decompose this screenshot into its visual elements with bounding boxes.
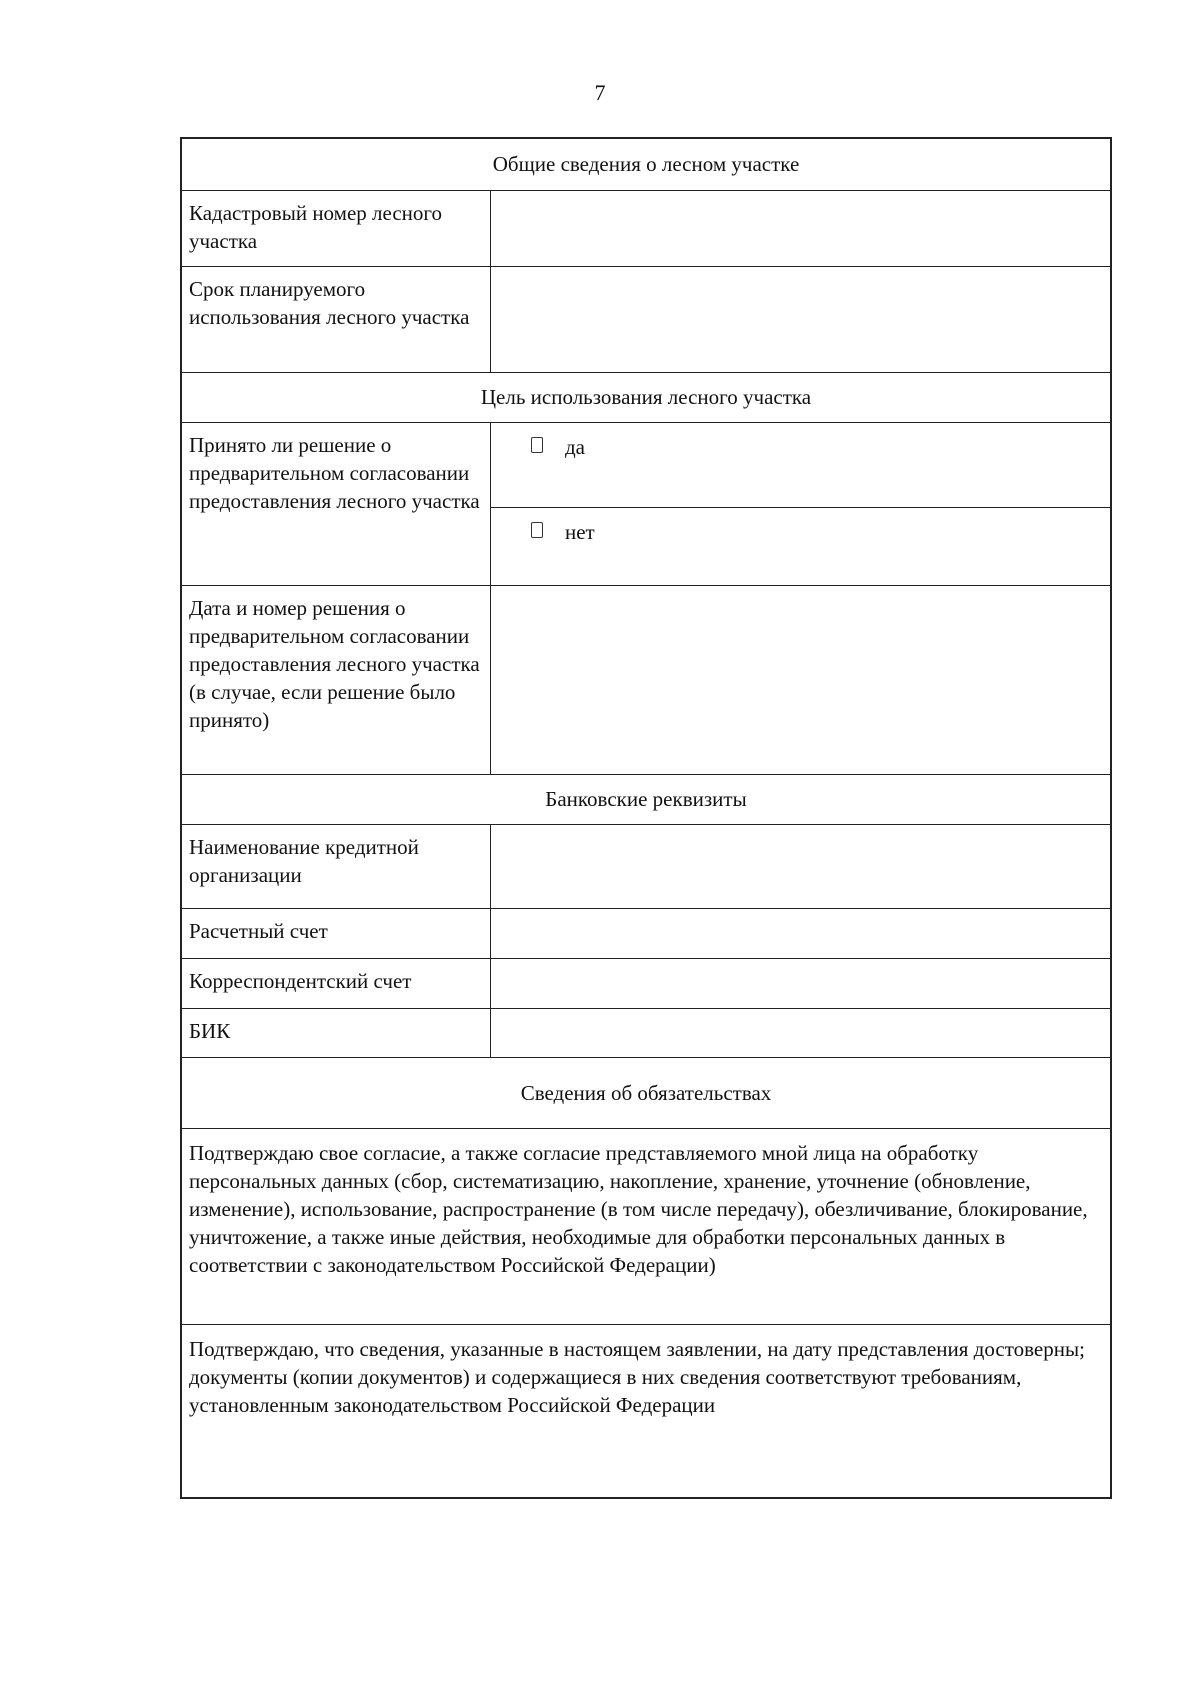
row-settlement-account: [182, 909, 1110, 959]
section-header-obligations: [182, 1058, 1110, 1129]
bik-field[interactable]: [491, 1009, 1110, 1057]
correspondent-account-label: Корреспондентский счет: [182, 959, 491, 1008]
cadastral-number-field[interactable]: [491, 191, 1110, 266]
row-decision: [182, 423, 1110, 586]
option-no-label: нет: [565, 520, 595, 544]
option-no[interactable]: [491, 508, 1110, 585]
section-title-bank: Банковские реквизиты: [545, 787, 747, 811]
bank-name-label: Наименование кредитной организации: [182, 825, 491, 908]
section-title-general: Общие сведения о лесном участке: [492, 152, 800, 176]
forest-plot-form: [180, 137, 1112, 1499]
row-decision-date: [182, 586, 1110, 775]
section-title-purpose: Цель использования лесного участка: [480, 385, 812, 409]
option-yes[interactable]: [491, 423, 1110, 508]
row-bank-name: [182, 825, 1110, 909]
decision-options: [491, 423, 1110, 585]
section-header-general: [182, 139, 1110, 191]
section-title-obligations: Сведения об обязательствах: [520, 1080, 772, 1105]
confirmation-text: Подтверждаю, что сведения, указанные в настоящем заявлении, на дату представления достоверны; документы (копии документов) и содержащиеся в них сведения соответствуют требованиям, установленным законодательством Российской Федерации: [189, 1337, 1085, 1417]
checkbox-yes[interactable]: [531, 437, 543, 453]
settlement-account-field[interactable]: [491, 909, 1110, 958]
checkbox-no[interactable]: [531, 522, 543, 538]
bank-name-field[interactable]: [491, 825, 1110, 908]
page-number: 7: [594, 80, 606, 105]
decision-label: Принято ли решение о предварительном согласовании предоставления лесного участка: [182, 423, 491, 585]
row-bik: [182, 1009, 1110, 1058]
decision-date-field[interactable]: [491, 586, 1110, 774]
bik-label: БИК: [182, 1009, 491, 1057]
row-usage-term: [182, 267, 1110, 373]
consent-text: Подтверждаю свое согласие, а также согласие представляемого мной лица на обработку персональных данных (сбор, систематизацию, накопление, хранение, уточнение (обновление, изменение), использование, распространение (в том числе передачу), обезличивание, блокирование, уничтожение, а также иные действия, необходимые для обработки персональных данных в соответствии с законодательством Российской Федерации): [189, 1141, 1088, 1277]
decision-date-label: Дата и номер решения о предварительном согласовании предоставления лесного участка (в случае, если решение было принято): [182, 586, 491, 774]
row-consent: [182, 1129, 1110, 1325]
row-correspondent-account: [182, 959, 1110, 1009]
correspondent-account-field[interactable]: [491, 959, 1110, 1008]
section-header-bank: [182, 775, 1110, 825]
settlement-account-label: Расчетный счет: [182, 909, 491, 958]
cadastral-number-label: Кадастровый номер лесного участка: [182, 191, 491, 266]
usage-term-label: Срок планируемого использования лесного участка: [182, 267, 491, 372]
option-yes-label: да: [565, 435, 586, 459]
row-confirmation: [182, 1325, 1110, 1497]
row-cadastral-number: [182, 191, 1110, 267]
section-header-purpose: [182, 373, 1110, 423]
usage-term-field[interactable]: [491, 267, 1110, 372]
